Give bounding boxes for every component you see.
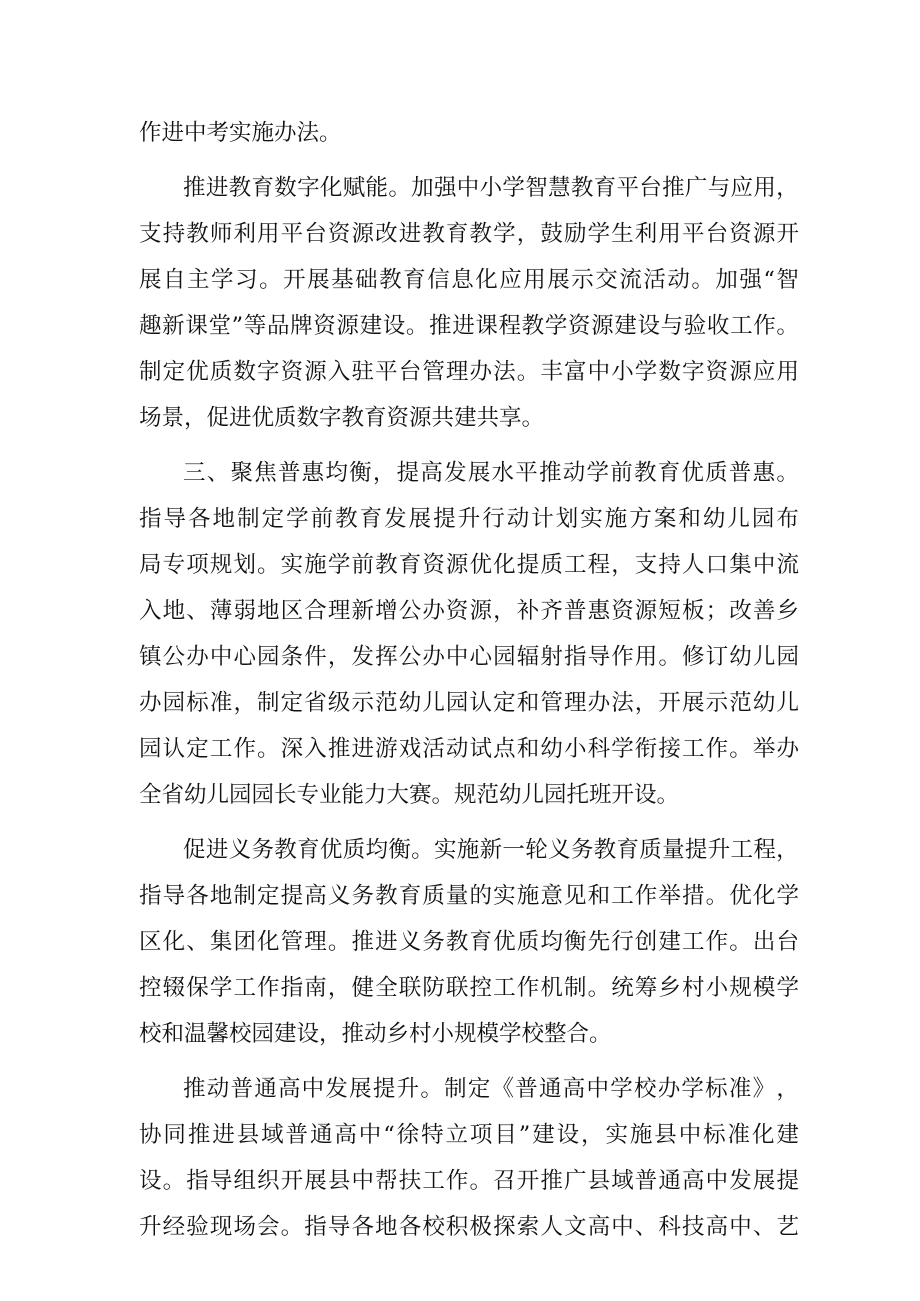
- text-line: 促 进 义 务 教 育 优 质 均 衡 。 实 施 新 一 轮 义 务 教 育 质 量 提 升 工 程 ，: [183, 837, 799, 863]
- paragraph-compulsory-education: [139, 827, 799, 1057]
- text-line: 镇 公 办 中 心 园 条 件 ， 发 挥 公 办 中 心 园 辐 射 指 导 作 用 。 修 订 幼 儿 园: [139, 644, 799, 670]
- text-line: 局 专 项 规 划 。 实 施 学 前 教 育 资 源 优 化 提 质 工 程 ， 支 持 人 口 集 中 流: [139, 552, 799, 578]
- text-line: 设 。 指 导 组 织 开 展 县 中 帮 扶 工 作 。 召 开 推 广 县 域 普 通 高 中 发 展 提: [139, 1168, 799, 1194]
- text-line: 办 园 标 准 ， 制 定 省 级 示 范 幼 儿 园 认 定 和 管 理 办 法 ， 开 展 示 范 幼 儿: [139, 690, 799, 716]
- text-line: 趣 新 课 堂 ” 等 品 牌 资 源 建 设 。 推 进 课 程 教 学 资 源 建 设 与 验 收 工 作 。: [139, 313, 799, 339]
- paragraph-high-school: [139, 1066, 799, 1250]
- text-line: 全省幼儿园园长专业能力大赛。规范幼儿园托班开设。: [139, 782, 680, 808]
- text-line: 区 化 、 集 团 化 管 理 。 推 进 义 务 教 育 优 质 均 衡 先 行 创 建 工 作 。 出 台: [139, 929, 799, 955]
- text-line: 入 地 、 薄 弱 地 区 合 理 新 增 公 办 资 源 ， 补 齐 普 惠 资 源 短 板 ； 改 善 乡: [139, 598, 799, 624]
- text-line: 展 自 主 学 习 。 开 展 基 础 教 育 信 息 化 应 用 展 示 交 流 活 动 。 加 强 “ 智: [139, 267, 799, 293]
- document-body: [139, 110, 799, 1250]
- text-line: 升 经 验 现 场 会 。 指 导 各 地 各 校 积 极 探 索 人 文 高 中 、 科 技 高 中 、 艺: [139, 1214, 799, 1240]
- text-line: 推 进 教 育 数 字 化 赋 能 。 加 强 中 小 学 智 慧 教 育 平 台 推 广 与 应 用 ，: [183, 175, 799, 201]
- text-line: 园 认 定 工 作 。 深 入 推 进 游 戏 活 动 试 点 和 幼 小 科 学 衔 接 工 作 。 举 办: [139, 736, 799, 762]
- text-line: 三 、 聚 焦 普 惠 均 衡 ， 提 高 发 展 水 平 推 动 学 前 教 育 优 质 普 惠 。: [183, 460, 799, 486]
- text-line: 指 导 各 地 制 定 提 高 义 务 教 育 质 量 的 实 施 意 见 和 工 作 举 措 。 优 化 学: [139, 883, 799, 909]
- text-line: 控 辍 保 学 工 作 指 南 ， 健 全 联 防 联 控 工 作 机 制 。 统 筹 乡 村 小 规 模 学: [139, 975, 799, 1001]
- text-line: 推 动 普 通 高 中 发 展 提 升 。 制 定 《 普 通 高 中 学 校 办 学 标 准 》 ，: [183, 1076, 799, 1102]
- paragraph-preschool-education: [139, 450, 799, 818]
- text-line: 指 导 各 地 制 定 学 前 教 育 发 展 提 升 行 动 计 划 实 施 方 案 和 幼 儿 园 布: [139, 506, 799, 532]
- paragraph-digital-education: [139, 165, 799, 441]
- text-line: 协 同 推 进 县 域 普 通 高 中 “ 徐 特 立 项 目 ” 建 设 ， 实 施 县 中 标 准 化 建: [139, 1122, 799, 1148]
- text-line: 作进中考实施办法。: [139, 120, 342, 146]
- text-line: 校和温馨校园建设，推动乡村小规模学校整合。: [139, 1021, 612, 1047]
- text-line: 制 定 优 质 数 字 资 源 入 驻 平 台 管 理 办 法 。 丰 富 中 小 学 数 字 资 源 应 用: [139, 359, 799, 385]
- text-line: 支 持 教 师 利 用 平 台 资 源 改 进 教 育 教 学 ， 鼓 励 学 生 利 用 平 台 资 源 开: [139, 221, 799, 247]
- paragraph-continuation: [139, 110, 799, 156]
- text-line: 场景，促进优质数字教育资源共建共享。: [139, 405, 545, 431]
